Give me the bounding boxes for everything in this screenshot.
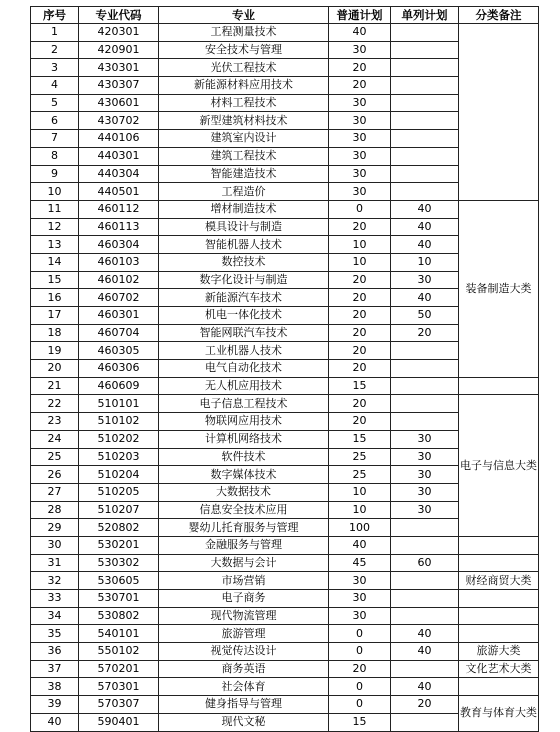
cell-major: 新能源汽车技术	[159, 289, 329, 307]
header-regular-plan: 普通计划	[329, 7, 391, 24]
cell-major-code: 420301	[79, 24, 159, 42]
cell-index: 21	[31, 377, 79, 395]
table-row	[31, 643, 539, 661]
cell-major: 电子商务	[159, 590, 329, 608]
cell-separate-plan: 30	[391, 501, 459, 519]
cell-major: 智能机器人技术	[159, 236, 329, 254]
header-separate-plan: 单列计划	[391, 7, 459, 24]
cell-major: 新型建筑材料技术	[159, 112, 329, 130]
cell-separate-plan	[391, 112, 459, 130]
cell-major: 电子信息工程技术	[159, 395, 329, 413]
cell-regular-plan: 20	[329, 395, 391, 413]
cell-separate-plan: 50	[391, 307, 459, 325]
cell-regular-plan: 15	[329, 430, 391, 448]
cell-category-note	[459, 590, 539, 608]
cell-category-note: 旅游大类	[459, 643, 539, 661]
cell-major-code: 460704	[79, 324, 159, 342]
cell-major-code: 550102	[79, 643, 159, 661]
cell-major: 现代文秘	[159, 713, 329, 731]
table-row	[31, 590, 539, 608]
cell-major: 现代物流管理	[159, 607, 329, 625]
table-row	[31, 625, 539, 643]
cell-major-code: 460306	[79, 360, 159, 378]
cell-index: 40	[31, 713, 79, 731]
cell-major-code: 440106	[79, 130, 159, 148]
header-category-note: 分类备注	[459, 7, 539, 24]
cell-regular-plan: 0	[329, 625, 391, 643]
cell-index: 29	[31, 519, 79, 537]
cell-major-code: 440301	[79, 147, 159, 165]
cell-major: 信息安全技术应用	[159, 501, 329, 519]
cell-index: 34	[31, 607, 79, 625]
cell-index: 20	[31, 360, 79, 378]
cell-regular-plan: 40	[329, 24, 391, 42]
cell-separate-plan	[391, 395, 459, 413]
cell-separate-plan	[391, 590, 459, 608]
cell-major: 工业机器人技术	[159, 342, 329, 360]
cell-major-code: 510205	[79, 483, 159, 501]
cell-index: 30	[31, 536, 79, 554]
cell-category-note	[459, 24, 539, 201]
cell-major-code: 460113	[79, 218, 159, 236]
cell-major: 模具设计与制造	[159, 218, 329, 236]
cell-major: 商务英语	[159, 660, 329, 678]
cell-regular-plan: 10	[329, 483, 391, 501]
cell-separate-plan	[391, 77, 459, 95]
cell-category-note	[459, 536, 539, 554]
cell-major: 旅游管理	[159, 625, 329, 643]
cell-separate-plan	[391, 377, 459, 395]
cell-regular-plan: 30	[329, 590, 391, 608]
table-row	[31, 696, 539, 714]
cell-separate-plan: 30	[391, 483, 459, 501]
cell-index: 25	[31, 448, 79, 466]
cell-separate-plan	[391, 24, 459, 42]
cell-major: 婴幼儿托育服务与管理	[159, 519, 329, 537]
cell-regular-plan: 20	[329, 413, 391, 431]
cell-separate-plan	[391, 41, 459, 59]
cell-major-code: 460102	[79, 271, 159, 289]
cell-major: 健身指导与管理	[159, 696, 329, 714]
table-row	[31, 395, 539, 413]
cell-major-code: 460103	[79, 253, 159, 271]
cell-category-note	[459, 678, 539, 696]
cell-regular-plan: 30	[329, 112, 391, 130]
cell-regular-plan: 20	[329, 360, 391, 378]
cell-regular-plan: 20	[329, 324, 391, 342]
cell-regular-plan: 15	[329, 713, 391, 731]
cell-major: 计算机网络技术	[159, 430, 329, 448]
cell-index: 31	[31, 554, 79, 572]
cell-separate-plan: 30	[391, 430, 459, 448]
cell-major-code: 460112	[79, 200, 159, 218]
cell-regular-plan: 45	[329, 554, 391, 572]
cell-regular-plan: 30	[329, 572, 391, 590]
cell-regular-plan: 20	[329, 271, 391, 289]
cell-category-note: 财经商贸大类	[459, 572, 539, 590]
table-row	[31, 660, 539, 678]
cell-index: 10	[31, 183, 79, 201]
cell-index: 33	[31, 590, 79, 608]
cell-index: 22	[31, 395, 79, 413]
cell-separate-plan: 60	[391, 554, 459, 572]
cell-major-code: 540101	[79, 625, 159, 643]
cell-major: 智能网联汽车技术	[159, 324, 329, 342]
cell-regular-plan: 0	[329, 696, 391, 714]
cell-major-code: 570307	[79, 696, 159, 714]
cell-major-code: 440501	[79, 183, 159, 201]
cell-separate-plan	[391, 519, 459, 537]
cell-regular-plan: 10	[329, 253, 391, 271]
cell-major-code: 530701	[79, 590, 159, 608]
cell-index: 2	[31, 41, 79, 59]
cell-major-code: 570301	[79, 678, 159, 696]
cell-major: 视觉传达设计	[159, 643, 329, 661]
cell-separate-plan: 20	[391, 696, 459, 714]
cell-regular-plan: 0	[329, 200, 391, 218]
table-row	[31, 24, 539, 42]
cell-regular-plan: 20	[329, 342, 391, 360]
cell-major: 工程测量技术	[159, 24, 329, 42]
cell-major: 社会体育	[159, 678, 329, 696]
cell-major-code: 530605	[79, 572, 159, 590]
cell-major-code: 520802	[79, 519, 159, 537]
cell-separate-plan: 40	[391, 218, 459, 236]
cell-regular-plan: 10	[329, 236, 391, 254]
cell-separate-plan	[391, 536, 459, 554]
cell-separate-plan: 40	[391, 289, 459, 307]
cell-major-code: 440304	[79, 165, 159, 183]
cell-major: 数字化设计与制造	[159, 271, 329, 289]
cell-regular-plan: 30	[329, 165, 391, 183]
cell-major-code: 430601	[79, 94, 159, 112]
cell-index: 3	[31, 59, 79, 77]
table-row	[31, 377, 539, 395]
cell-index: 17	[31, 307, 79, 325]
cell-index: 12	[31, 218, 79, 236]
cell-separate-plan: 40	[391, 236, 459, 254]
cell-major: 智能建造技术	[159, 165, 329, 183]
cell-major-code: 430702	[79, 112, 159, 130]
cell-separate-plan	[391, 572, 459, 590]
cell-major: 安全技术与管理	[159, 41, 329, 59]
cell-separate-plan	[391, 130, 459, 148]
cell-regular-plan: 30	[329, 41, 391, 59]
cell-index: 13	[31, 236, 79, 254]
cell-major: 新能源材料应用技术	[159, 77, 329, 95]
cell-separate-plan: 40	[391, 678, 459, 696]
cell-major-code: 530802	[79, 607, 159, 625]
cell-index: 1	[31, 24, 79, 42]
cell-separate-plan	[391, 413, 459, 431]
cell-index: 19	[31, 342, 79, 360]
cell-major-code: 460609	[79, 377, 159, 395]
cell-index: 27	[31, 483, 79, 501]
cell-major: 工程造价	[159, 183, 329, 201]
cell-index: 11	[31, 200, 79, 218]
cell-major: 大数据与会计	[159, 554, 329, 572]
cell-index: 5	[31, 94, 79, 112]
cell-major-code: 430307	[79, 77, 159, 95]
cell-regular-plan: 0	[329, 678, 391, 696]
cell-major: 软件技术	[159, 448, 329, 466]
cell-index: 16	[31, 289, 79, 307]
cell-separate-plan: 40	[391, 643, 459, 661]
cell-index: 8	[31, 147, 79, 165]
cell-regular-plan: 100	[329, 519, 391, 537]
table-row	[31, 572, 539, 590]
cell-major-code: 510204	[79, 466, 159, 484]
cell-regular-plan: 20	[329, 218, 391, 236]
cell-regular-plan: 30	[329, 94, 391, 112]
cell-separate-plan	[391, 660, 459, 678]
enrollment-plan-table	[30, 6, 539, 732]
cell-major: 光伏工程技术	[159, 59, 329, 77]
header-major-code: 专业代码	[79, 7, 159, 24]
cell-major: 市场营销	[159, 572, 329, 590]
cell-separate-plan: 10	[391, 253, 459, 271]
cell-major-code: 460305	[79, 342, 159, 360]
cell-category-note	[459, 607, 539, 625]
cell-category-note: 文化艺术大类	[459, 660, 539, 678]
cell-separate-plan	[391, 59, 459, 77]
cell-category-note	[459, 377, 539, 395]
cell-major: 无人机应用技术	[159, 377, 329, 395]
cell-index: 28	[31, 501, 79, 519]
cell-separate-plan: 30	[391, 466, 459, 484]
cell-regular-plan: 30	[329, 607, 391, 625]
cell-index: 6	[31, 112, 79, 130]
table-header-row	[31, 7, 539, 24]
cell-separate-plan: 30	[391, 448, 459, 466]
cell-index: 7	[31, 130, 79, 148]
table-row	[31, 200, 539, 218]
cell-index: 14	[31, 253, 79, 271]
cell-separate-plan	[391, 94, 459, 112]
cell-category-note	[459, 625, 539, 643]
cell-major: 建筑工程技术	[159, 147, 329, 165]
cell-major-code: 460702	[79, 289, 159, 307]
cell-major: 物联网应用技术	[159, 413, 329, 431]
cell-major-code: 530302	[79, 554, 159, 572]
cell-index: 4	[31, 77, 79, 95]
table-row	[31, 678, 539, 696]
cell-regular-plan: 20	[329, 59, 391, 77]
cell-regular-plan: 20	[329, 660, 391, 678]
cell-index: 35	[31, 625, 79, 643]
cell-regular-plan: 20	[329, 307, 391, 325]
cell-major-code: 590401	[79, 713, 159, 731]
cell-separate-plan: 30	[391, 271, 459, 289]
cell-separate-plan	[391, 607, 459, 625]
cell-index: 26	[31, 466, 79, 484]
cell-separate-plan	[391, 360, 459, 378]
cell-regular-plan: 30	[329, 130, 391, 148]
cell-major: 增材制造技术	[159, 200, 329, 218]
cell-category-note	[459, 554, 539, 572]
cell-major-code: 510101	[79, 395, 159, 413]
cell-regular-plan: 30	[329, 183, 391, 201]
cell-regular-plan: 10	[329, 501, 391, 519]
cell-regular-plan: 20	[329, 289, 391, 307]
cell-major: 金融服务与管理	[159, 536, 329, 554]
cell-major-code: 510102	[79, 413, 159, 431]
cell-major: 大数据技术	[159, 483, 329, 501]
cell-major-code: 430301	[79, 59, 159, 77]
header-index: 序号	[31, 7, 79, 24]
cell-regular-plan: 30	[329, 147, 391, 165]
table-row	[31, 554, 539, 572]
cell-major: 机电一体化技术	[159, 307, 329, 325]
table-row	[31, 607, 539, 625]
cell-major-code: 510202	[79, 430, 159, 448]
cell-separate-plan: 20	[391, 324, 459, 342]
cell-separate-plan	[391, 342, 459, 360]
cell-major: 数控技术	[159, 253, 329, 271]
cell-major: 数字媒体技术	[159, 466, 329, 484]
cell-separate-plan: 40	[391, 200, 459, 218]
cell-category-note: 教育与体育大类	[459, 696, 539, 731]
cell-index: 38	[31, 678, 79, 696]
cell-index: 23	[31, 413, 79, 431]
header-major: 专业	[159, 7, 329, 24]
cell-index: 39	[31, 696, 79, 714]
cell-regular-plan: 20	[329, 77, 391, 95]
cell-major: 建筑室内设计	[159, 130, 329, 148]
table-body	[31, 24, 539, 732]
cell-major-code: 530201	[79, 536, 159, 554]
cell-index: 24	[31, 430, 79, 448]
cell-regular-plan: 25	[329, 448, 391, 466]
table-row	[31, 536, 539, 554]
cell-major: 电气自动化技术	[159, 360, 329, 378]
cell-major-code: 570201	[79, 660, 159, 678]
cell-index: 18	[31, 324, 79, 342]
cell-major-code: 510203	[79, 448, 159, 466]
cell-index: 37	[31, 660, 79, 678]
cell-regular-plan: 0	[329, 643, 391, 661]
cell-separate-plan	[391, 713, 459, 731]
cell-major-code: 510207	[79, 501, 159, 519]
cell-major-code: 460304	[79, 236, 159, 254]
cell-category-note: 电子与信息大类	[459, 395, 539, 537]
cell-index: 32	[31, 572, 79, 590]
cell-regular-plan: 25	[329, 466, 391, 484]
cell-regular-plan: 15	[329, 377, 391, 395]
cell-index: 15	[31, 271, 79, 289]
cell-separate-plan	[391, 165, 459, 183]
cell-separate-plan: 40	[391, 625, 459, 643]
cell-regular-plan: 40	[329, 536, 391, 554]
cell-separate-plan	[391, 183, 459, 201]
cell-major-code: 460301	[79, 307, 159, 325]
cell-major-code: 420901	[79, 41, 159, 59]
cell-separate-plan	[391, 147, 459, 165]
cell-major: 材料工程技术	[159, 94, 329, 112]
cell-index: 36	[31, 643, 79, 661]
cell-index: 9	[31, 165, 79, 183]
cell-category-note: 装备制造大类	[459, 200, 539, 377]
